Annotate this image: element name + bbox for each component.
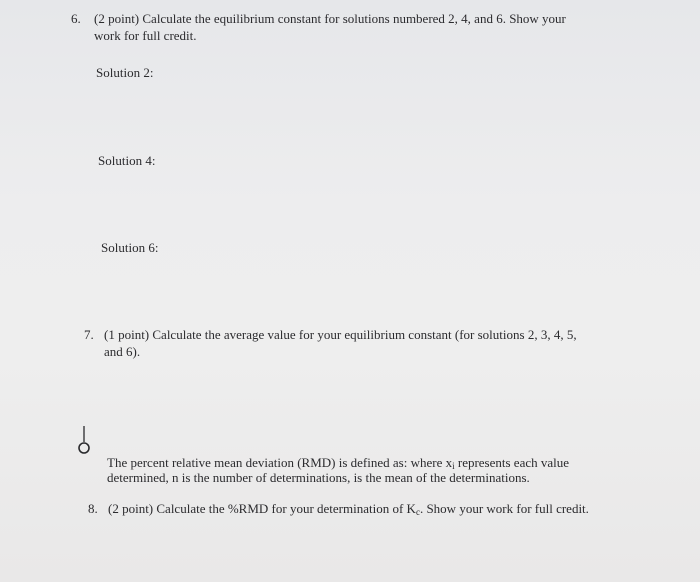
q8-text-a: (2 point) Calculate the %RMD for your determination of K — [108, 501, 416, 516]
q8-number: 8. — [88, 501, 98, 516]
q8-subscript: c — [415, 507, 420, 517]
q8-text-b: . Show your work for full credit. — [419, 501, 589, 516]
q7-number: 7. — [84, 327, 94, 342]
q6-line1: (2 point) Calculate the equilibrium constant for solutions numbered 2, 4, and 6. Show your — [94, 11, 566, 26]
q6-line2: work for full credit. — [94, 28, 197, 43]
q8-line — [108, 501, 589, 520]
rmd-line2: determined, n is the number of determinations, is the mean of the determinations. — [107, 470, 530, 485]
solution-6-label: Solution 6: — [101, 240, 159, 255]
rmd-line1-text-a: The percent relative mean deviation (RMD) is defined as: where x — [107, 455, 453, 470]
solution-4-label: Solution 4: — [98, 153, 156, 168]
q6-number: 6. — [71, 11, 81, 26]
q7-line1: (1 point) Calculate the average value for your equilibrium constant (for solutions 2, 3, 4, 5, — [104, 327, 577, 342]
q7-line2: and 6). — [104, 344, 141, 359]
rmd-line1-subscript: i — [452, 461, 455, 471]
pin-marker-icon[interactable] — [76, 424, 92, 456]
solution-2-label: Solution 2: — [96, 65, 154, 80]
rmd-line1-text-b: represents each value — [454, 455, 570, 470]
